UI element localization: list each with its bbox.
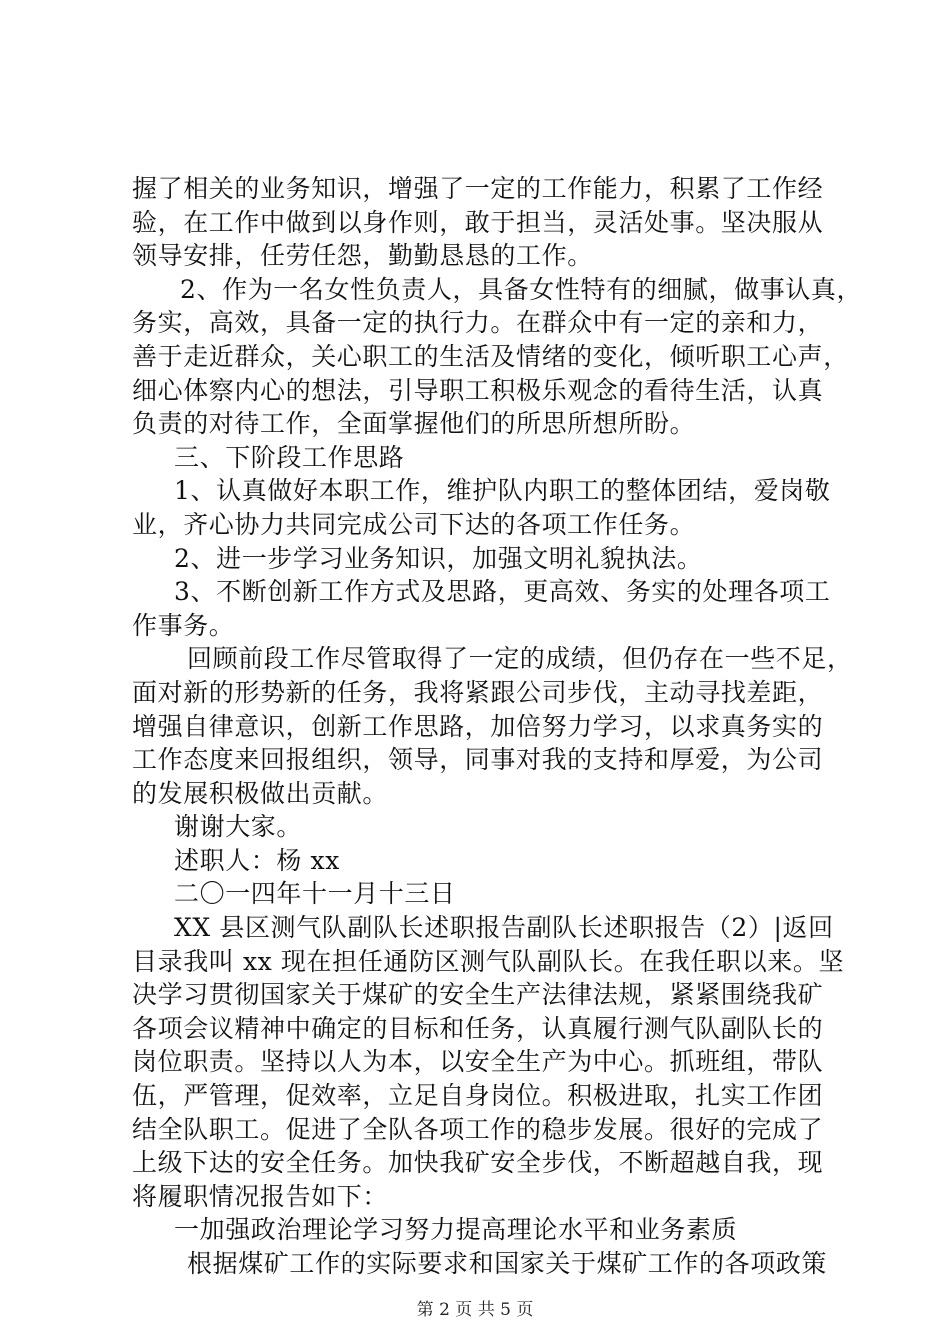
text-line: 2、作为一名女性负责人，具备女性特有的细腻，做事认真， <box>180 274 863 304</box>
text-line: 握了相关的业务知识，增强了一定的工作能力，积累了工作经 <box>132 174 824 203</box>
text-line: 业，齐心协力共同完成公司下达的各项工作任务。 <box>132 509 696 539</box>
signature-line: 述职人：杨 xx <box>174 845 340 875</box>
text-line: 务实，高效，具备一定的执行力。在群众中有一定的亲和力， <box>132 308 824 338</box>
text-line: 作事务。 <box>132 610 235 640</box>
text-line: 岗位职责。坚持以人为本，以安全生产为中心。抓班组，带队 <box>132 1047 824 1077</box>
text-line: 工作态度来回报组织，领导，同事对我的支持和厚爱，为公司 <box>132 745 824 775</box>
text-line: 负责的对待工作，全面掌握他们的所思所想所盼。 <box>132 409 696 439</box>
text-line: 将履职情况报告如下： <box>132 1181 389 1211</box>
text-line: 增强自律意识，创新工作思路，加倍努力学习，以求真务实的 <box>132 711 824 741</box>
text-line: 回顾前段工作尽管取得了一定的成绩，但仍存在一些不足， <box>187 644 853 674</box>
date-line: 二〇一四年十一月十三日 <box>174 879 456 909</box>
text-line: 谢谢大家。 <box>174 812 303 842</box>
text-line: 2、进一步学习业务知识，加强文明礼貌执法。 <box>174 543 703 573</box>
text-line: 细心体察内心的想法，引导职工积极乐观念的看待生活，认真 <box>132 375 824 405</box>
document-body <box>132 172 863 1281</box>
text-line: 领导安排，任劳任怨，勤勤恳恳的工作。 <box>132 241 593 271</box>
text-line: 面对新的形势新的任务，我将紧跟公司步伐，主动寻找差距， <box>132 677 824 707</box>
page-footer: 第 2 页 共 5 页 <box>416 1300 534 1320</box>
text-line: 3、不断创新工作方式及思路，更高效、务实的处理各项工 <box>174 577 831 607</box>
report-title-line: XX 县区测气队副队长述职报告副队长述职报告（2）|返回 <box>174 913 834 943</box>
text-line: 决学习贯彻国家关于煤矿的安全生产法律法规，紧紧围绕我矿 <box>132 980 824 1010</box>
text-line: 善于走近群众，关心职工的生活及情绪的变化，倾听职工心声， <box>132 341 849 371</box>
text-line: 1、认真做好本职工作，维护队内职工的整体团结，爱岗敬 <box>174 476 831 506</box>
text-line: 目录我叫 xx 现在担任通防区测气队副队长。在我任职以来。坚 <box>132 946 845 976</box>
section-heading: 一加强政治理论学习努力提高理论水平和业务素质 <box>174 1215 738 1245</box>
text-line: 各项会议精神中确定的目标和任务，认真履行测气队副队长的 <box>132 1013 824 1043</box>
text-line: 根据煤矿工作的实际要求和国家关于煤矿工作的各项政策 <box>187 1249 828 1278</box>
section-heading: 三、下阶段工作思路 <box>174 442 405 472</box>
text-line: 结全队职工。促进了全队各项工作的稳步发展。很好的完成了 <box>132 1114 824 1144</box>
text-line: 验，在工作中做到以身作则，敢于担当，灵活处事。坚决服从 <box>132 207 824 237</box>
text-line: 上级下达的安全任务。加快我矿安全步伐，不断超越自我，现 <box>132 1148 824 1178</box>
text-line: 伍，严管理，促效率，立足自身岗位。积极进取，扎实工作团 <box>132 1081 824 1111</box>
text-line: 的发展积极做出贡献。 <box>132 778 389 808</box>
